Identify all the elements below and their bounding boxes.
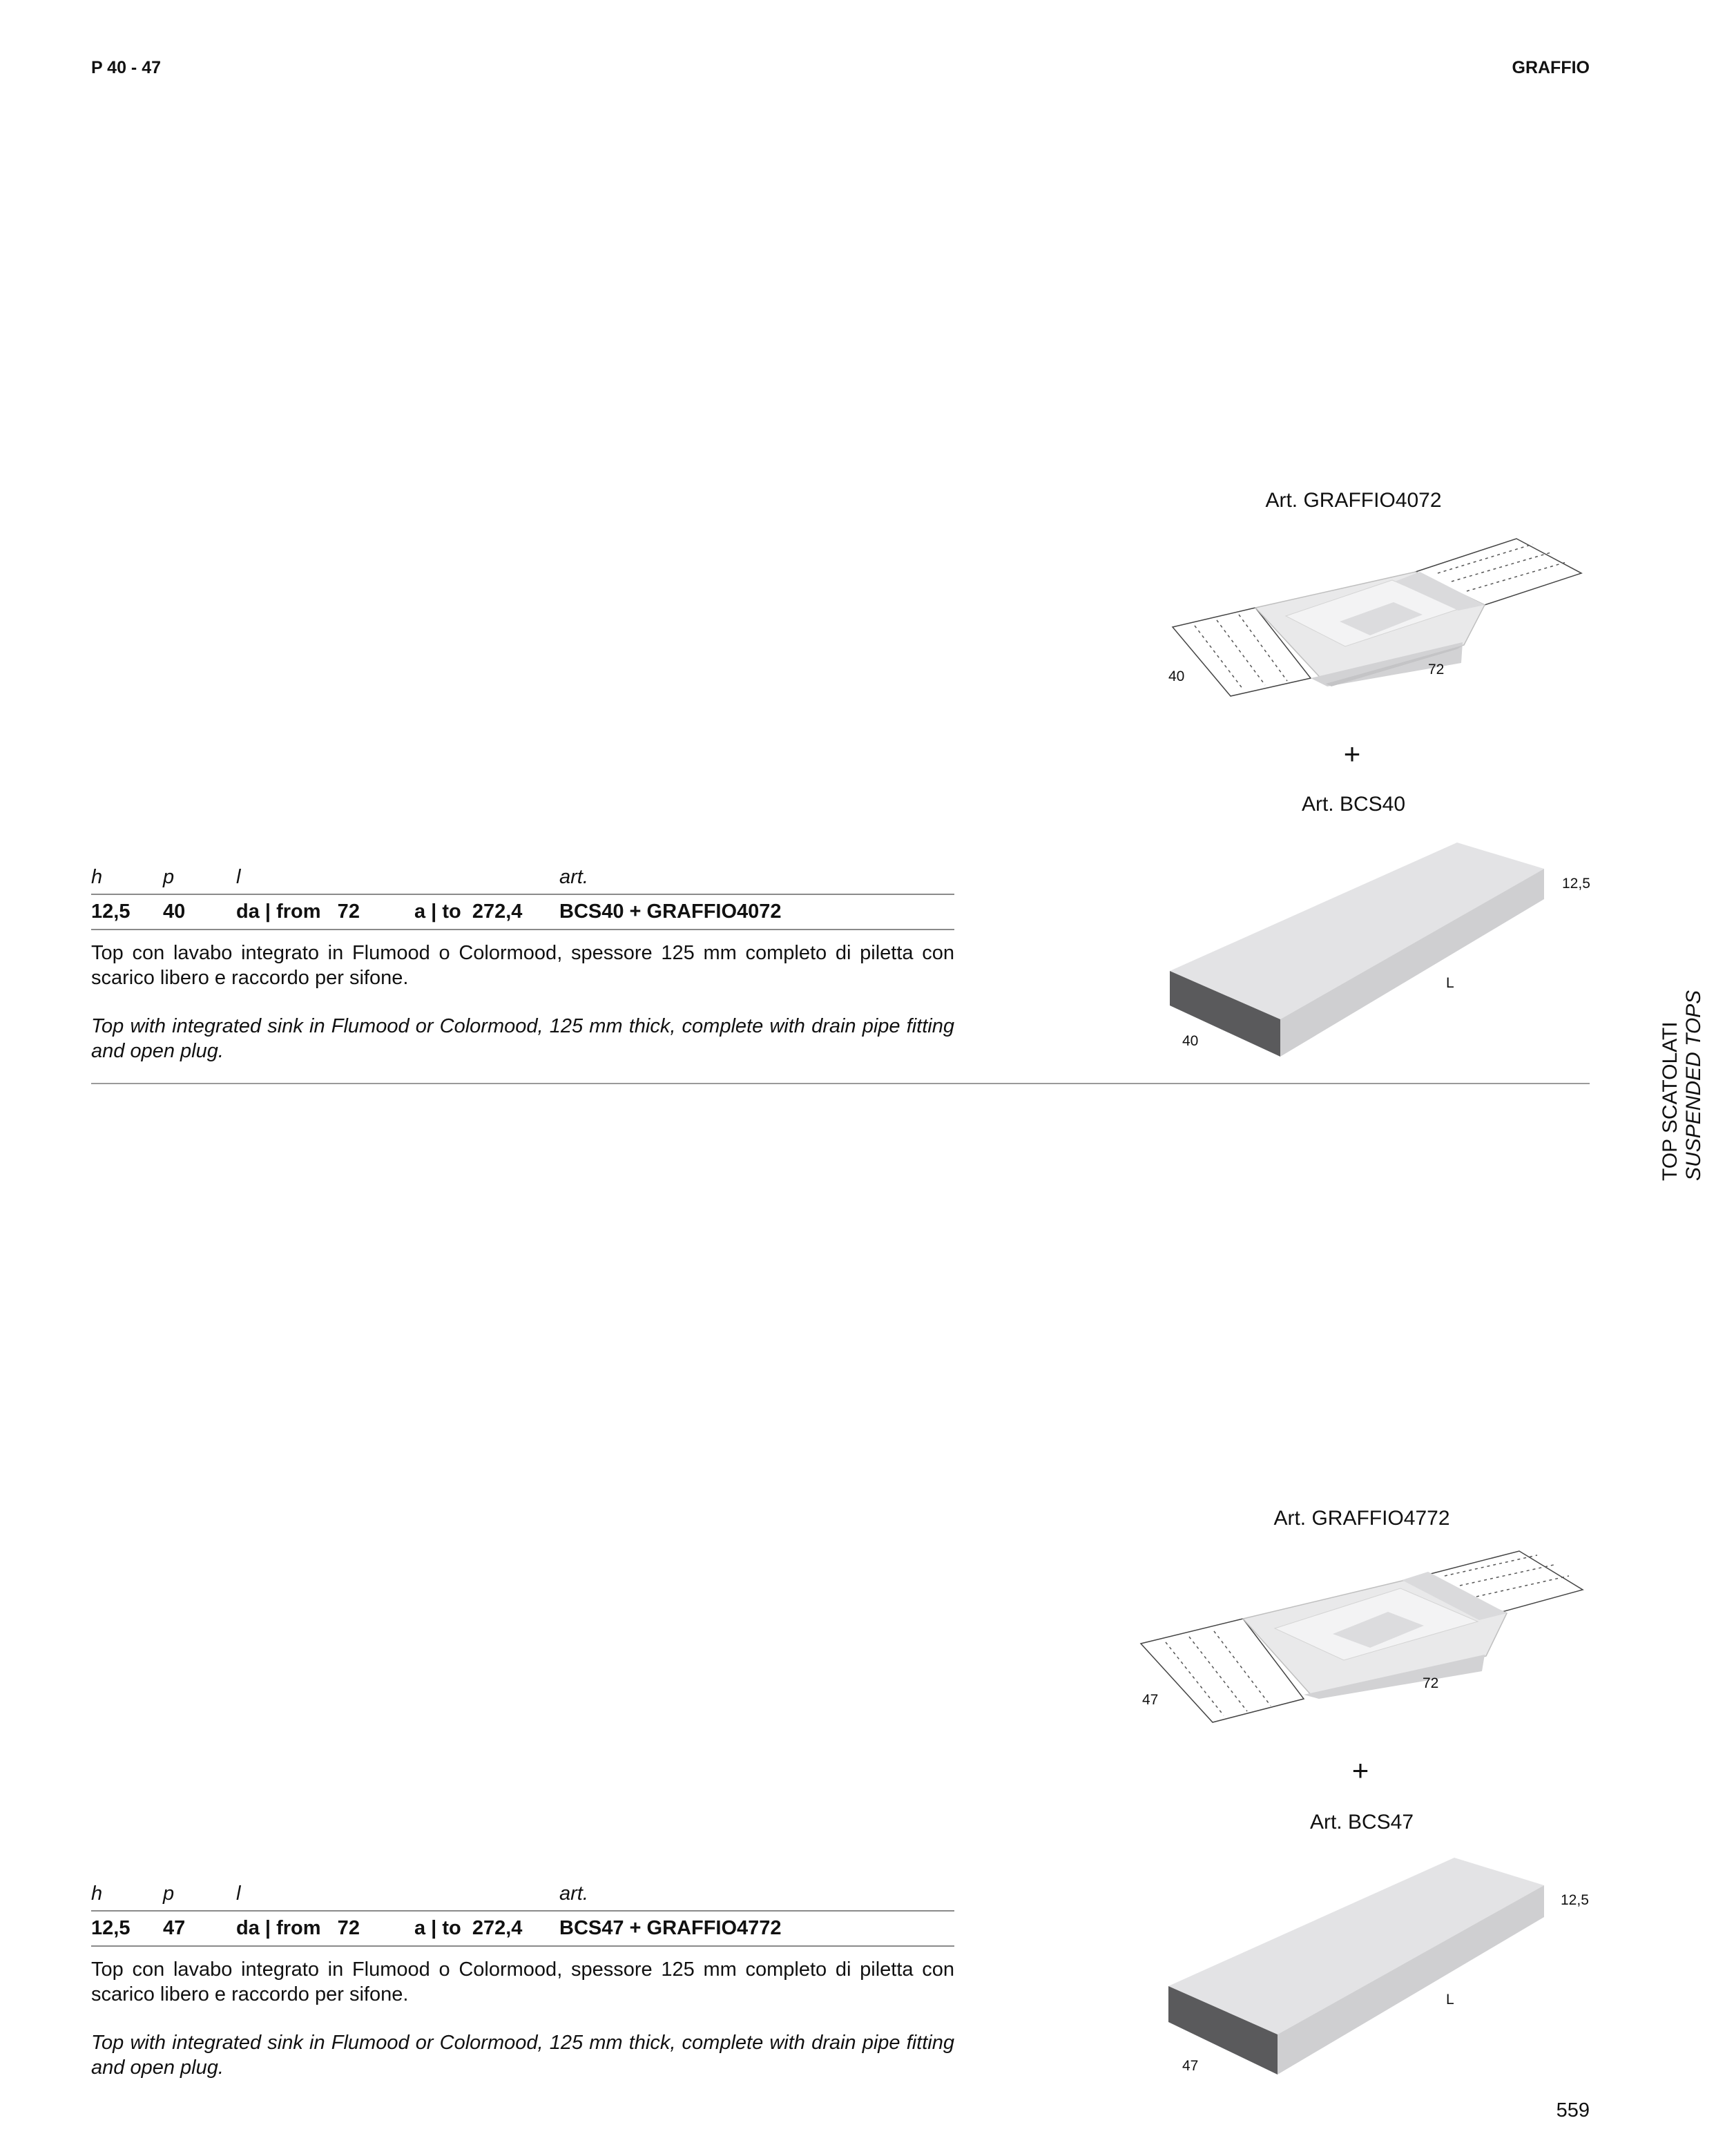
- table-row: [91, 1911, 954, 1946]
- side-label-it: TOP SCATOLATI: [1659, 1021, 1681, 1181]
- description-en: Top with integrated sink in Flumood or Colormood, 125 mm thick, complete with drain pipe fitting and open plug.: [91, 2032, 954, 2079]
- cell-art: BCS47 + GRAFFIO4772: [559, 1911, 954, 1946]
- top-height-dim: 12,5: [1561, 1892, 1589, 1908]
- top-height-dim: 12,5: [1562, 876, 1590, 892]
- top-depth-dim: 47: [1182, 2058, 1199, 2074]
- plus-sign: +: [1351, 1754, 1369, 1787]
- page-range: P 40 - 47: [91, 58, 162, 77]
- top-length-dim: L: [1446, 975, 1454, 991]
- top-article-label: Art. BCS40: [1301, 793, 1406, 816]
- col-p: p: [163, 1881, 236, 1911]
- cell-p: 40: [163, 894, 236, 930]
- sink-depth-dim: 40: [1168, 668, 1185, 684]
- cell-art: BCS40 + GRAFFIO4072: [559, 894, 954, 930]
- col-art: art.: [559, 1881, 954, 1911]
- cell-to: a | to 272,4: [414, 894, 559, 930]
- col-l: l: [236, 865, 414, 894]
- sink-depth-dim: 47: [1142, 1692, 1159, 1708]
- cell-from: da | from 72: [236, 1911, 414, 1946]
- cell-h: 12,5: [91, 894, 163, 930]
- sink-article-label: Art. GRAFFIO4072: [1265, 489, 1442, 512]
- table-header-row: [91, 1881, 954, 1911]
- cell-p: 47: [163, 1911, 236, 1946]
- top-article-label: Art. BCS47: [1309, 1811, 1414, 1833]
- collection-title: GRAFFIO: [1512, 58, 1590, 77]
- col-p: p: [163, 865, 236, 894]
- plus-sign: +: [1343, 738, 1361, 770]
- cell-to: a | to 272,4: [414, 1911, 559, 1946]
- col-h: h: [91, 1881, 163, 1911]
- cell-h: 12,5: [91, 1911, 163, 1946]
- description-it: Top con lavabo integrato in Flumood o Colormood, spessore 125 mm completo di piletta con scarico libero e raccordo per sifone.: [91, 1958, 954, 2005]
- col-h: h: [91, 865, 163, 894]
- product-description: [91, 1957, 954, 2080]
- col-l: l: [236, 1881, 414, 1911]
- col-art: art.: [559, 865, 954, 894]
- top-length-dim: L: [1446, 1992, 1454, 2008]
- description-en: Top with integrated sink in Flumood or Colormood, 125 mm thick, complete with drain pipe fitting and open plug.: [91, 1015, 954, 1062]
- sink-width-dim: 72: [1423, 1675, 1439, 1691]
- top-depth-dim: 40: [1182, 1033, 1199, 1049]
- sink-width-dim: 72: [1428, 662, 1445, 677]
- sink-article-label: Art. GRAFFIO4772: [1273, 1507, 1450, 1530]
- spec-table: [91, 1881, 954, 1947]
- cell-from: da | from 72: [236, 894, 414, 930]
- page-number: 559: [1556, 2099, 1590, 2121]
- side-label-en: SUSPENDED TOPS: [1682, 990, 1705, 1181]
- description-it: Top con lavabo integrato in Flumood o Colormood, spessore 125 mm completo di piletta con scarico libero e raccordo per sifone.: [91, 942, 954, 989]
